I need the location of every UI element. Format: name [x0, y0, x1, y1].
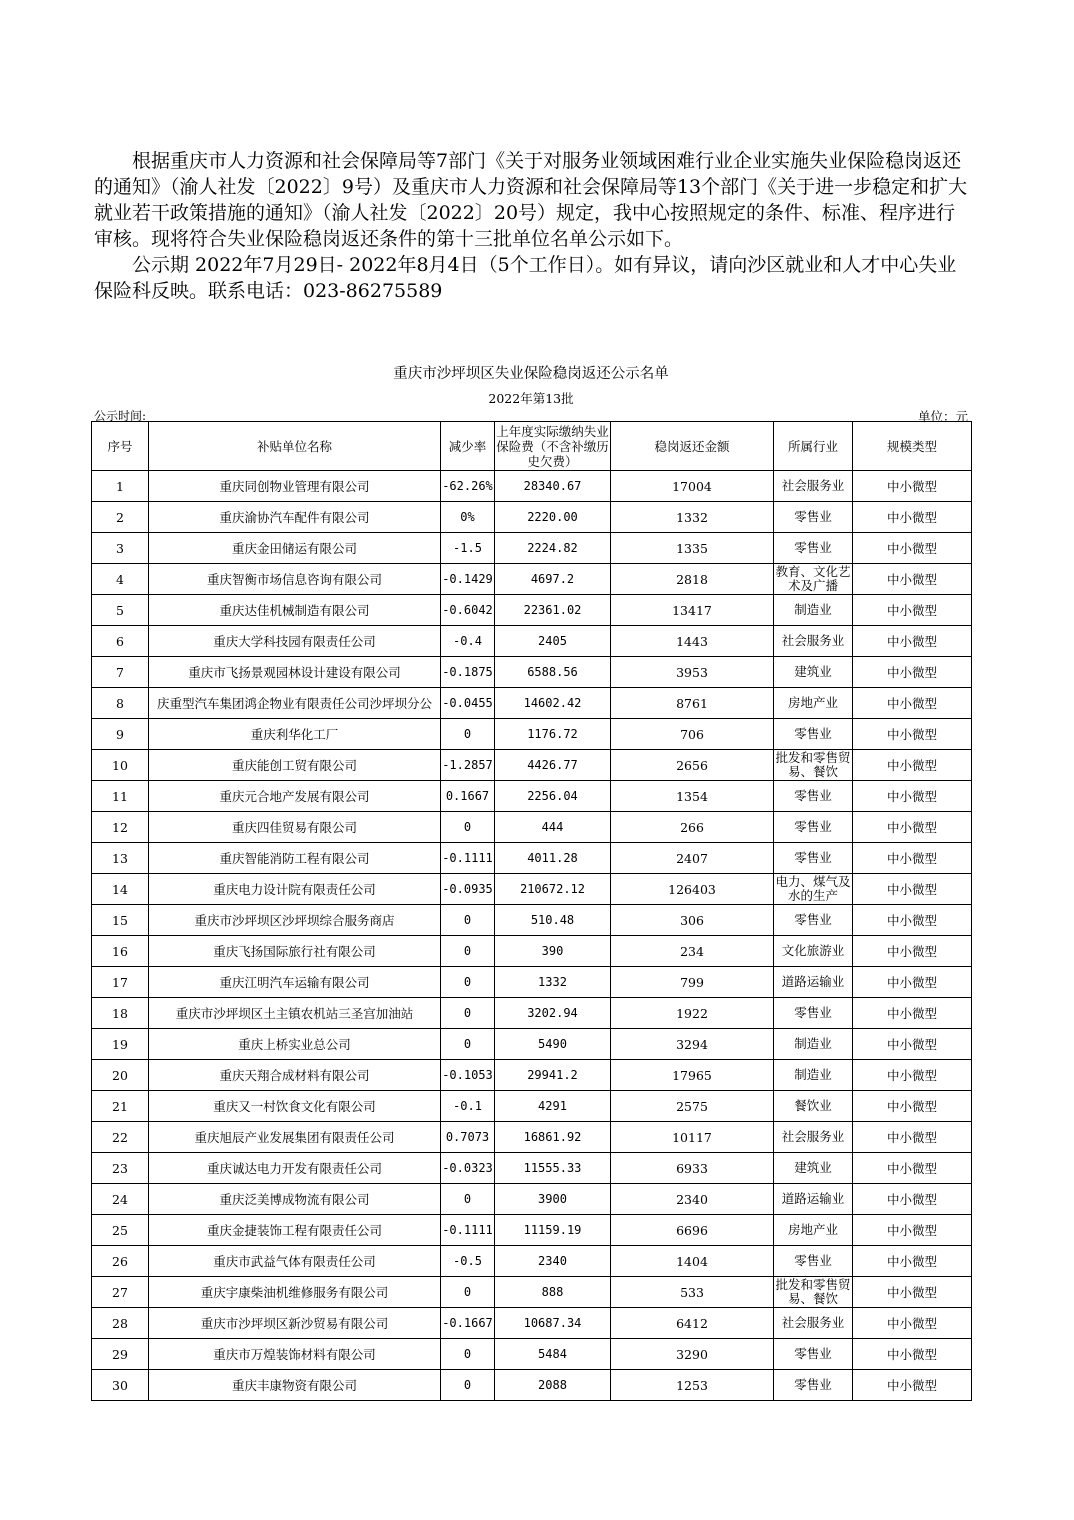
cell-reduction-rate: 0 [441, 1370, 495, 1401]
cell-premium: 29941.2 [495, 1060, 611, 1091]
cell-industry [774, 874, 853, 905]
industry-text: 教育、文化艺术及广播 [775, 565, 851, 593]
cell-reduction-rate: -1.2857 [441, 750, 495, 781]
industry-text: 零售业 [794, 1347, 832, 1361]
cell-return-amount: 10117 [611, 1122, 774, 1153]
cell-reduction-rate: 0 [441, 1277, 495, 1308]
cell-premium: 14602.42 [495, 688, 611, 719]
cell-scale: 中小微型 [853, 750, 972, 781]
announcement-text [94, 148, 974, 304]
cell-scale: 中小微型 [853, 533, 972, 564]
cell-index: 17 [92, 967, 149, 998]
cell-unit-name: 重庆市沙坪坝区土主镇农机站三圣宫加油站 [149, 998, 441, 1029]
cell-return-amount: 13417 [611, 595, 774, 626]
cell-return-amount: 533 [611, 1277, 774, 1308]
cell-unit-name: 重庆市沙坪坝区沙坪坝综合服务商店 [149, 905, 441, 936]
cell-premium: 210672.12 [495, 874, 611, 905]
cell-unit-name: 重庆四佳贸易有限公司 [149, 812, 441, 843]
cell-scale: 中小微型 [853, 595, 972, 626]
table-row [92, 502, 972, 533]
cell-index: 7 [92, 657, 149, 688]
industry-text: 制造业 [794, 1037, 832, 1051]
industry-text: 文化旅游业 [781, 944, 845, 958]
cell-return-amount: 2340 [611, 1184, 774, 1215]
cell-index: 1 [92, 471, 149, 502]
header-scale: 规模类型 [853, 422, 972, 471]
header-premium: 上年度实际缴纳失业保险费（不含补缴历史欠费） [496, 423, 609, 469]
cell-return-amount: 1404 [611, 1246, 774, 1277]
cell-reduction-rate: -0.1667 [441, 1308, 495, 1339]
table-row [92, 564, 972, 595]
industry-text: 零售业 [794, 1378, 832, 1392]
cell-premium: 2220.00 [495, 502, 611, 533]
table-row [92, 626, 972, 657]
cell-scale: 中小微型 [853, 1060, 972, 1091]
industry-text: 零售业 [794, 913, 832, 927]
cell-reduction-rate: -0.0455 [441, 688, 495, 719]
cell-reduction-rate: -1.5 [441, 533, 495, 564]
table-row [92, 998, 972, 1029]
cell-unit-name: 重庆智能消防工程有限公司 [149, 843, 441, 874]
cell-premium: 1176.72 [495, 719, 611, 750]
cell-return-amount: 6696 [611, 1215, 774, 1246]
cell-index: 16 [92, 936, 149, 967]
cell-reduction-rate: -0.1875 [441, 657, 495, 688]
cell-industry [774, 1277, 853, 1308]
cell-scale: 中小微型 [853, 874, 972, 905]
table-row [92, 595, 972, 626]
cell-industry [774, 471, 853, 502]
table-row [92, 688, 972, 719]
table-body [92, 471, 972, 1401]
cell-return-amount: 2818 [611, 564, 774, 595]
table-row [92, 1215, 972, 1246]
cell-return-amount: 8761 [611, 688, 774, 719]
cell-return-amount: 799 [611, 967, 774, 998]
cell-scale: 中小微型 [853, 1122, 972, 1153]
table-row [92, 874, 972, 905]
cell-reduction-rate: -0.4 [441, 626, 495, 657]
cell-scale: 中小微型 [853, 1370, 972, 1401]
header-industry: 所属行业 [774, 422, 853, 471]
cell-index: 23 [92, 1153, 149, 1184]
cell-industry [774, 564, 853, 595]
cell-unit-name: 重庆又一村饮食文化有限公司 [149, 1091, 441, 1122]
cell-premium: 510.48 [495, 905, 611, 936]
cell-reduction-rate: 0 [441, 936, 495, 967]
industry-text: 社会服务业 [781, 479, 845, 493]
table-row [92, 843, 972, 874]
cell-premium: 2088 [495, 1370, 611, 1401]
cell-premium: 2340 [495, 1246, 611, 1277]
cell-scale: 中小微型 [853, 1339, 972, 1370]
cell-return-amount: 266 [611, 812, 774, 843]
cell-unit-name: 重庆电力设计院有限责任公司 [149, 874, 441, 905]
cell-return-amount: 2575 [611, 1091, 774, 1122]
header-amount: 稳岗返还金额 [611, 422, 774, 471]
cell-premium: 6588.56 [495, 657, 611, 688]
cell-industry [774, 657, 853, 688]
cell-industry [774, 688, 853, 719]
cell-industry [774, 998, 853, 1029]
cell-reduction-rate: -0.1111 [441, 1215, 495, 1246]
table-row [92, 719, 972, 750]
cell-scale: 中小微型 [853, 1277, 972, 1308]
cell-scale: 中小微型 [853, 967, 972, 998]
cell-index: 27 [92, 1277, 149, 1308]
cell-scale: 中小微型 [853, 843, 972, 874]
cell-return-amount: 1335 [611, 533, 774, 564]
cell-return-amount: 1443 [611, 626, 774, 657]
cell-index: 4 [92, 564, 149, 595]
list-title: 重庆市沙坪坝区失业保险稳岗返还公示名单 [393, 366, 669, 382]
cell-scale: 中小微型 [853, 1215, 972, 1246]
cell-premium: 4011.28 [495, 843, 611, 874]
cell-reduction-rate: 0 [441, 1184, 495, 1215]
industry-text: 零售业 [794, 789, 832, 803]
cell-return-amount: 1922 [611, 998, 774, 1029]
cell-reduction-rate: 0.7073 [441, 1122, 495, 1153]
industry-text: 零售业 [794, 851, 832, 865]
industry-text: 餐饮业 [794, 1099, 832, 1113]
cell-premium: 11555.33 [495, 1153, 611, 1184]
cell-index: 19 [92, 1029, 149, 1060]
cell-return-amount: 1332 [611, 502, 774, 533]
cell-return-amount: 3294 [611, 1029, 774, 1060]
cell-premium: 4697.2 [495, 564, 611, 595]
cell-reduction-rate: 0% [441, 502, 495, 533]
cell-scale: 中小微型 [853, 781, 972, 812]
cell-industry [774, 905, 853, 936]
cell-industry [774, 1339, 853, 1370]
cell-unit-name: 庆重型汽车集团鸿企物业有限责任公司沙坪坝分公 [149, 688, 441, 719]
table-row [92, 1029, 972, 1060]
industry-text: 批发和零售贸易、餐饮 [775, 1278, 851, 1306]
table-row [92, 936, 972, 967]
cell-industry [774, 533, 853, 564]
industry-text: 制造业 [794, 1068, 832, 1082]
cell-unit-name: 重庆能创工贸有限公司 [149, 750, 441, 781]
cell-scale: 中小微型 [853, 471, 972, 502]
cell-index: 5 [92, 595, 149, 626]
cell-premium: 5484 [495, 1339, 611, 1370]
cell-reduction-rate: -0.0323 [441, 1153, 495, 1184]
cell-industry [774, 1091, 853, 1122]
cell-industry [774, 967, 853, 998]
cell-reduction-rate: -0.0935 [441, 874, 495, 905]
industry-text: 建筑业 [794, 665, 832, 679]
cell-return-amount: 3290 [611, 1339, 774, 1370]
table-row [92, 967, 972, 998]
cell-reduction-rate: 0.1667 [441, 781, 495, 812]
table-row [92, 781, 972, 812]
cell-premium: 16861.92 [495, 1122, 611, 1153]
industry-text: 建筑业 [794, 1161, 832, 1175]
table-row [92, 1370, 972, 1401]
cell-index: 28 [92, 1308, 149, 1339]
cell-unit-name: 重庆市飞扬景观园林设计建设有限公司 [149, 657, 441, 688]
cell-reduction-rate: 0 [441, 1029, 495, 1060]
cell-index: 22 [92, 1122, 149, 1153]
cell-unit-name: 重庆渝协汽车配件有限公司 [149, 502, 441, 533]
cell-scale: 中小微型 [853, 812, 972, 843]
industry-text: 社会服务业 [781, 634, 845, 648]
cell-unit-name: 重庆天翔合成材料有限公司 [149, 1060, 441, 1091]
cell-unit-name: 重庆金捷装饰工程有限责任公司 [149, 1215, 441, 1246]
cell-index: 29 [92, 1339, 149, 1370]
cell-industry [774, 1029, 853, 1060]
cell-reduction-rate: -62.26% [441, 471, 495, 502]
industry-text: 道路运输业 [781, 975, 845, 989]
cell-return-amount: 6412 [611, 1308, 774, 1339]
header-index: 序号 [92, 422, 149, 471]
cell-industry [774, 750, 853, 781]
cell-reduction-rate: -0.5 [441, 1246, 495, 1277]
industry-text: 零售业 [794, 1006, 832, 1020]
cell-return-amount: 306 [611, 905, 774, 936]
cell-industry [774, 1370, 853, 1401]
cell-reduction-rate: 0 [441, 905, 495, 936]
table-row [92, 1277, 972, 1308]
table-row [92, 905, 972, 936]
cell-return-amount: 17965 [611, 1060, 774, 1091]
industry-text: 电力、煤气及水的生产 [775, 875, 851, 903]
cell-industry [774, 936, 853, 967]
table-row [92, 1122, 972, 1153]
cell-reduction-rate: -0.1429 [441, 564, 495, 595]
cell-reduction-rate: -0.6042 [441, 595, 495, 626]
cell-index: 11 [92, 781, 149, 812]
cell-reduction-rate: 0 [441, 967, 495, 998]
cell-index: 15 [92, 905, 149, 936]
cell-return-amount: 2407 [611, 843, 774, 874]
table-row [92, 1153, 972, 1184]
cell-unit-name: 重庆上桥实业总公司 [149, 1029, 441, 1060]
cell-premium: 4291 [495, 1091, 611, 1122]
table-row [92, 471, 972, 502]
cell-unit-name: 重庆达佳机械制造有限公司 [149, 595, 441, 626]
cell-industry [774, 843, 853, 874]
cell-unit-name: 重庆市武益气体有限责任公司 [149, 1246, 441, 1277]
cell-index: 21 [92, 1091, 149, 1122]
industry-text: 社会服务业 [781, 1130, 845, 1144]
cell-index: 10 [92, 750, 149, 781]
cell-return-amount: 3953 [611, 657, 774, 688]
cell-scale: 中小微型 [853, 1091, 972, 1122]
cell-index: 20 [92, 1060, 149, 1091]
cell-scale: 中小微型 [853, 905, 972, 936]
table-row [92, 1184, 972, 1215]
cell-industry [774, 1184, 853, 1215]
cell-industry [774, 812, 853, 843]
cell-premium: 3900 [495, 1184, 611, 1215]
industry-text: 零售业 [794, 541, 832, 555]
cell-scale: 中小微型 [853, 936, 972, 967]
table-row [92, 1246, 972, 1277]
cell-industry [774, 1308, 853, 1339]
table-row [92, 533, 972, 564]
cell-premium: 390 [495, 936, 611, 967]
cell-scale: 中小微型 [853, 719, 972, 750]
industry-text: 零售业 [794, 1254, 832, 1268]
industry-text: 房地产业 [787, 1223, 838, 1237]
cell-scale: 中小微型 [853, 564, 972, 595]
cell-return-amount: 17004 [611, 471, 774, 502]
cell-industry [774, 1122, 853, 1153]
cell-index: 26 [92, 1246, 149, 1277]
cell-unit-name: 重庆丰康物资有限公司 [149, 1370, 441, 1401]
table-row [92, 1339, 972, 1370]
cell-return-amount: 1354 [611, 781, 774, 812]
cell-industry [774, 781, 853, 812]
table-row [92, 1308, 972, 1339]
industry-text: 零售业 [794, 510, 832, 524]
cell-unit-name: 重庆金田储运有限公司 [149, 533, 441, 564]
cell-index: 13 [92, 843, 149, 874]
cell-unit-name: 重庆宇康柴油机维修服务有限公司 [149, 1277, 441, 1308]
cell-index: 9 [92, 719, 149, 750]
cell-premium: 3202.94 [495, 998, 611, 1029]
cell-unit-name: 重庆同创物业管理有限公司 [149, 471, 441, 502]
cell-unit-name: 重庆智衡市场信息咨询有限公司 [149, 564, 441, 595]
cell-unit-name: 重庆利华化工厂 [149, 719, 441, 750]
cell-scale: 中小微型 [853, 1308, 972, 1339]
cell-return-amount: 706 [611, 719, 774, 750]
industry-text: 批发和零售贸易、餐饮 [775, 751, 851, 779]
header-rate: 减少率 [441, 422, 495, 471]
cell-reduction-rate: 0 [441, 1339, 495, 1370]
table-row [92, 812, 972, 843]
industry-text: 房地产业 [787, 696, 838, 710]
industry-text: 社会服务业 [781, 1316, 845, 1330]
table-header-row [92, 422, 972, 471]
cell-unit-name: 重庆飞扬国际旅行社有限公司 [149, 936, 441, 967]
cell-unit-name: 重庆元合地产发展有限公司 [149, 781, 441, 812]
cell-industry [774, 1215, 853, 1246]
cell-industry [774, 502, 853, 533]
announcement-paragraph-1: 根据重庆市人力资源和社会保障局等7部门《关于对服务业领域困难行业企业实施失业保险稳岗返还的通知》（渝人社发〔2022〕9号）及重庆市人力资源和社会保障局等13个部门《关于进一步稳定和扩大就业若干政策措施的通知》（渝人社发〔2022〕20号）规定，我中心按照规定的条件、标准、程序进行审核。现将符合失业保险稳岗返还条件的第十三批单位名单公示如下。 [94, 150, 968, 250]
cell-return-amount: 126403 [611, 874, 774, 905]
cell-premium: 2405 [495, 626, 611, 657]
cell-scale: 中小微型 [853, 1246, 972, 1277]
cell-scale: 中小微型 [853, 657, 972, 688]
cell-index: 30 [92, 1370, 149, 1401]
industry-text: 道路运输业 [781, 1192, 845, 1206]
cell-scale: 中小微型 [853, 1029, 972, 1060]
cell-reduction-rate: 0 [441, 812, 495, 843]
cell-index: 3 [92, 533, 149, 564]
cell-index: 18 [92, 998, 149, 1029]
header-name: 补贴单位名称 [149, 422, 441, 471]
table-row [92, 750, 972, 781]
industry-text: 零售业 [794, 820, 832, 834]
table-row [92, 1060, 972, 1091]
cell-scale: 中小微型 [853, 502, 972, 533]
table-row [92, 1091, 972, 1122]
cell-return-amount: 6933 [611, 1153, 774, 1184]
cell-industry [774, 626, 853, 657]
cell-reduction-rate: -0.1053 [441, 1060, 495, 1091]
list-subtitle: 2022年第13批 [488, 391, 574, 406]
cell-scale: 中小微型 [853, 998, 972, 1029]
subsidy-roster-table [91, 421, 972, 1401]
cell-premium: 2224.82 [495, 533, 611, 564]
cell-index: 6 [92, 626, 149, 657]
cell-industry [774, 719, 853, 750]
cell-index: 8 [92, 688, 149, 719]
cell-unit-name: 重庆江明汽车运输有限公司 [149, 967, 441, 998]
cell-scale: 中小微型 [853, 1184, 972, 1215]
cell-industry [774, 595, 853, 626]
cell-premium: 22361.02 [495, 595, 611, 626]
cell-unit-name: 重庆市万煌装饰材料有限公司 [149, 1339, 441, 1370]
cell-premium: 10687.34 [495, 1308, 611, 1339]
cell-scale: 中小微型 [853, 1153, 972, 1184]
cell-unit-name: 重庆市沙坪坝区新沙贸易有限公司 [149, 1308, 441, 1339]
cell-industry [774, 1153, 853, 1184]
cell-premium: 28340.67 [495, 471, 611, 502]
cell-industry [774, 1246, 853, 1277]
cell-return-amount: 2656 [611, 750, 774, 781]
cell-index: 25 [92, 1215, 149, 1246]
cell-index: 14 [92, 874, 149, 905]
cell-premium: 888 [495, 1277, 611, 1308]
cell-unit-name: 重庆泛美博成物流有限公司 [149, 1184, 441, 1215]
cell-premium: 2256.04 [495, 781, 611, 812]
cell-unit-name: 重庆旭辰产业发展集团有限责任公司 [149, 1122, 441, 1153]
unit-label: 单位：元 [917, 409, 968, 424]
cell-scale: 中小微型 [853, 626, 972, 657]
cell-return-amount: 234 [611, 936, 774, 967]
publish-time-label: 公示时间: [94, 409, 147, 423]
cell-index: 24 [92, 1184, 149, 1215]
cell-reduction-rate: -0.1 [441, 1091, 495, 1122]
cell-unit-name: 重庆大学科技园有限责任公司 [149, 626, 441, 657]
cell-index: 2 [92, 502, 149, 533]
cell-index: 12 [92, 812, 149, 843]
announcement-paragraph-2: 公示期 2022年7月29日- 2022年8月4日（5个工作日）。如有异议，请向沙区就业和人才中心失业保险科反映。联系电话：023-86275589 [94, 254, 957, 302]
cell-premium: 1332 [495, 967, 611, 998]
cell-reduction-rate: 0 [441, 998, 495, 1029]
cell-unit-name: 重庆诚达电力开发有限责任公司 [149, 1153, 441, 1184]
cell-premium: 4426.77 [495, 750, 611, 781]
cell-reduction-rate: 0 [441, 719, 495, 750]
cell-scale: 中小微型 [853, 688, 972, 719]
cell-premium: 11159.19 [495, 1215, 611, 1246]
industry-text: 零售业 [794, 727, 832, 741]
industry-text: 制造业 [794, 603, 832, 617]
cell-premium: 444 [495, 812, 611, 843]
cell-return-amount: 1253 [611, 1370, 774, 1401]
cell-premium: 5490 [495, 1029, 611, 1060]
table-row [92, 657, 972, 688]
cell-industry [774, 1060, 853, 1091]
cell-reduction-rate: -0.1111 [441, 843, 495, 874]
